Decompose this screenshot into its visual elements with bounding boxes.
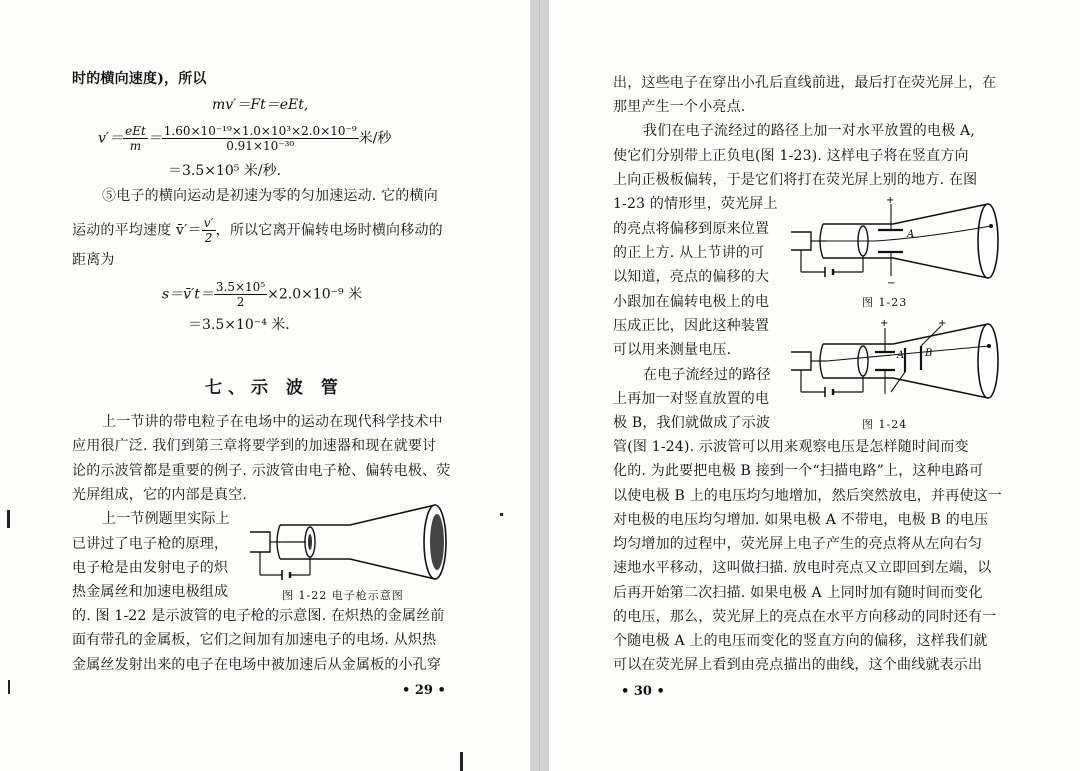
text-line: 化的. 为此要把电极 B 接到一个“扫描电路”上，这种电路可 xyxy=(613,463,984,479)
text-line: 以使电极 B 上的电压均匀地增加，然后突然放电，并再使这一 xyxy=(613,488,1002,504)
electrode-a-label: A xyxy=(897,350,905,361)
scan-mark xyxy=(8,680,10,694)
text-line: 上向正极板偏转，于是它们将打在荧光屏上别的地方. 在图 xyxy=(613,172,978,188)
page-number: • 30 • xyxy=(621,684,665,699)
deflection-tube-diagram-a xyxy=(783,196,1008,291)
text-line: 使它们分别带上正负电(图 1-23). 这样电子将在竖直方向 xyxy=(613,148,969,164)
electron-gun-diagram xyxy=(240,497,455,587)
text-line: 面有带孔的金属板，它们之间加有加速电子的电场. 从炽热 xyxy=(72,632,437,648)
text-line: 电子枪是由发射电子的炽 xyxy=(72,560,229,576)
svg-text:−: − xyxy=(887,278,896,289)
equation-distance-result: ＝3.5×10⁻⁴ 米. xyxy=(188,317,290,333)
text-line: 1-23 的情形里，荧光屏上 xyxy=(613,196,778,212)
equation-result: ＝3.5×10⁵ 米/秒. xyxy=(168,163,282,179)
section-heading: 七、示 波 管 xyxy=(205,378,344,398)
text-line: 运动的平均速度 v̄′＝ $\frac{v'}{2}$ ，所以它离开偏转电场时横向移动的 xyxy=(72,216,443,245)
text-line: 已讲过了电子枪的原理， xyxy=(72,536,229,552)
text-line: 应用很广泛. 我们到第三章将要学到的加速器和现在就要讨 xyxy=(72,438,437,454)
text-line: 论的示波管都是重要的例子. 示波管由电子枪、偏转电极、荧 xyxy=(72,463,451,479)
text-line: 光屏组成，它的内部是真空. xyxy=(72,487,248,503)
electrode-b-label: B xyxy=(925,348,933,359)
text-line: 出，这些电子在穿出小孔后直线前进，最后打在荧光屏上，在 xyxy=(613,75,997,91)
text-line: 的亮点将偏移到原来位置 xyxy=(613,221,770,237)
text-line: 极 B，我们就做成了示波 xyxy=(613,415,771,431)
page-gutter xyxy=(530,0,549,771)
electrode-a-label: A xyxy=(907,229,915,240)
text-line: 对电极的电压均匀增加. 如果电极 A 不带电，电极 B 的电压 xyxy=(613,512,989,528)
right-page xyxy=(549,0,1080,771)
text-line: 后再开始第二次扫描. 如果电极 A 上同时加有随时间而变化 xyxy=(613,585,983,601)
svg-text:+: + xyxy=(880,318,889,329)
text-line: 在电子流经过的路径 xyxy=(643,367,771,383)
figure-caption: 图 1-24 xyxy=(862,418,908,431)
text-line: 可以用来测量电压. xyxy=(613,342,732,358)
figure-caption: 图 1-22 电子枪示意图 xyxy=(282,589,404,602)
oscilloscope-tube-diagram xyxy=(783,316,1008,411)
left-page xyxy=(0,0,530,771)
text-line: 距离为 xyxy=(72,252,115,268)
text-line: 以知道，亮点的偏移的大 xyxy=(613,269,770,285)
text-line: 上一节例题里实际上 xyxy=(102,511,230,527)
text-line: 速地水平移动，这叫做扫描. 放电时亮点又立即回到左端，以 xyxy=(613,560,992,576)
scan-mark xyxy=(500,513,503,516)
text-line: 的正上方. 从上节讲的可 xyxy=(613,245,765,261)
text-line: 的电压，那么，荧光屏上的亮点在水平方向移动的同时还有一 xyxy=(613,609,997,625)
text-line: ⑤电子的横向运动是初速为零的匀加速运动. 它的横向 xyxy=(102,188,438,204)
equation-velocity: v′＝ $\frac{\text{eEt}}{m}$ ＝ $\frac{\text{1.60×10⁻¹⁹×1.0×10³×2.0×10⁻⁹}}{\text{0.91×10⁻³⁰}}$ 米/秒 xyxy=(98,124,392,153)
text-line: 我们在电子流经过的路径上加一对水平放置的电极 A, xyxy=(643,123,976,139)
scan-mark xyxy=(460,752,463,771)
text-line: 时的横向速度)，所以 xyxy=(72,71,207,87)
svg-text:+: + xyxy=(938,318,947,329)
text-line: 均匀增加的过程中，荧光屏上电子产生的亮点将从左向右匀 xyxy=(613,536,983,552)
scan-mark xyxy=(7,510,10,528)
text-line: 热金属丝和加速电极组成 xyxy=(72,584,229,600)
equation-momentum: mv′＝Ft＝eEt, xyxy=(212,97,309,113)
equation-distance: s＝v̄′t＝ $\frac{\text{3.5×10⁵}}{2}$ ×2.0×10⁻⁹ 米 xyxy=(162,280,363,309)
figure-caption: 图 1-23 xyxy=(862,296,908,309)
text-line: 可以在荧光屏上看到由亮点描出的曲线，这个曲线就表示出 xyxy=(613,657,983,673)
text-line: 管(图 1-24). 示波管可以用来观察电压是怎样随时间而变 xyxy=(613,439,969,455)
text-line: 那里产生一个小亮点. xyxy=(613,99,746,115)
text-line: 个随电极 A 上的电压而变化的竖直方向的偏移，这样我们就 xyxy=(613,633,988,649)
page-number: • 29 • xyxy=(402,683,446,698)
text-line: 金属丝发射出来的电子在电场中被加速后从金属板的小孔穿 xyxy=(72,657,442,673)
text-line: 上再加一对竖直放置的电 xyxy=(613,391,770,407)
text-line: 小跟加在偏转电极上的电 xyxy=(613,294,770,310)
text-line: 的. 图 1-22 是示波管的电子枪的示意图. 在炽热的金属丝前 xyxy=(72,608,445,624)
text-line: 压成正比，因此这种装置 xyxy=(613,318,770,334)
text-line: 上一节讲的带电粒子在电场中的运动在现代科学技术中 xyxy=(102,414,443,430)
svg-text:+: + xyxy=(886,196,895,206)
